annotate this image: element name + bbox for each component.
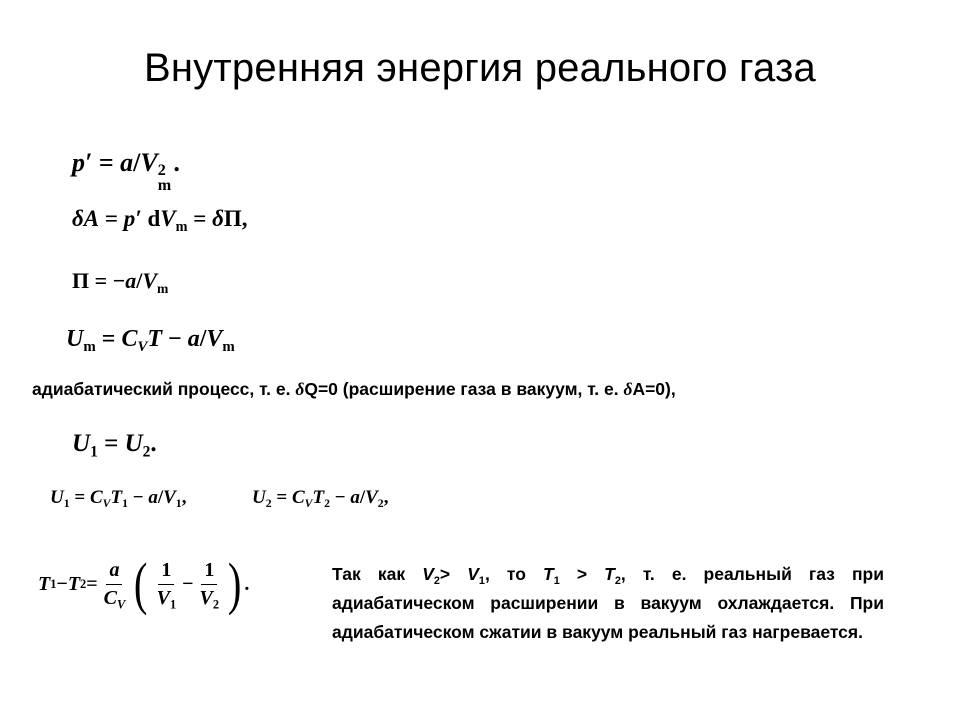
eq4-v: V [206, 326, 223, 352]
para-t1: T [543, 564, 554, 584]
eq2-equals-2: = [187, 206, 213, 231]
eq6-c: C [89, 487, 103, 508]
sentence-part-3: A=0), [632, 379, 676, 399]
equation-potential [72, 268, 168, 294]
eq2-delta: δ [72, 206, 84, 231]
eq8-v1-sub: 1 [169, 596, 177, 611]
eq7-minus: − [330, 487, 351, 508]
eq3-pi: Π [72, 268, 90, 293]
eq3-equals: = [89, 268, 113, 293]
para-text-2: > [439, 564, 468, 584]
equation-work [72, 206, 248, 235]
eq6-t-sub: 1 [122, 497, 128, 511]
eq1-a: a [120, 148, 134, 177]
eq2-d: d [141, 206, 161, 231]
eq8-fraction-1-v2 [197, 559, 223, 610]
para-text-5: , т. е. реальный газ при адиабатическом расширении в вакуум охлаждается. При адиабатическом сжатии в вакуум реальный газ нагревается. [332, 564, 884, 642]
eq7-slash: / [359, 487, 366, 508]
eq6-u-sub: 1 [63, 497, 70, 511]
eq8-equals: = [86, 572, 98, 595]
para-text-1: Так как [332, 564, 423, 584]
para-v1: V [467, 564, 479, 584]
eq6-equals: = [69, 487, 90, 508]
para-text-4: > [559, 564, 605, 584]
eq8-v1: V [156, 586, 170, 609]
sentence-part-1: адиабатический процесс, т. е. [32, 379, 296, 399]
eq7-c: C [291, 487, 305, 508]
eq8-v2: V [199, 586, 213, 609]
eq2-delta-2: δ [212, 206, 224, 231]
eq8-fraction-a-cv [101, 559, 129, 610]
eq1-slash: / [133, 148, 141, 177]
para-t2-sub: 2 [614, 574, 621, 587]
eq1-sub: m [157, 176, 172, 194]
eq5-u1-sub: 1 [90, 443, 98, 461]
eq8-denominator-v2 [197, 585, 223, 610]
eq7-equals: = [271, 487, 292, 508]
eq1-sup: 2 [157, 162, 166, 180]
eq2-p: p′ [123, 206, 142, 231]
eq8-denominator-cv [101, 585, 129, 610]
eq2-pi: Π [223, 206, 242, 231]
eq6-v: V [163, 487, 176, 508]
eq2-a: A [83, 206, 100, 231]
eq1-p: p′ [72, 148, 93, 177]
eq7-comma: , [383, 487, 389, 508]
eq8-left-paren: ( [134, 551, 148, 616]
eq3-sub: m [157, 280, 169, 296]
sentence-part-2: Q=0 (расширение газа в вакуум, т. е. [304, 379, 624, 399]
eq8-one-2: 1 [201, 559, 217, 585]
eq2-sub: m [175, 218, 188, 235]
eq8-minus-2: − [182, 572, 194, 595]
eq7-u: U [252, 487, 266, 508]
eq7-v: V [365, 487, 378, 508]
eq5-equals: = [97, 430, 125, 457]
eq6-comma: , [181, 487, 187, 508]
eq6-slash: / [157, 487, 164, 508]
eq4-slash: / [199, 326, 207, 352]
eq5-period: . [150, 430, 157, 457]
eq8-period: . [244, 572, 250, 595]
para-v1-sub: 1 [478, 574, 485, 587]
eq4-c: C [121, 326, 138, 352]
para-t1-sub: 1 [553, 574, 560, 587]
eq3-v: V [142, 268, 158, 293]
slide-title: Внутренняя энергия реального газа [144, 46, 816, 90]
eq8-c-sub: V [117, 596, 126, 611]
equation-u2 [252, 487, 388, 509]
eq7-v-sub: 2 [377, 497, 384, 511]
equation-u1 [50, 487, 186, 509]
adiabatic-sentence [32, 379, 932, 400]
eq6-c-sub: V [102, 497, 111, 511]
eq6-u: U [50, 487, 64, 508]
equation-energy-equality [72, 430, 157, 461]
eq4-equals: = [95, 326, 122, 352]
eq4-c-sub: V [137, 339, 148, 356]
eq8-minus: − [56, 572, 68, 595]
eq6-a: a [148, 487, 158, 508]
eq4-v-sub: m [222, 339, 235, 356]
eq7-u-sub: 2 [265, 497, 272, 511]
eq5-u1: U [72, 430, 91, 457]
eq2-equals: = [99, 206, 124, 231]
eq1-equals: = [92, 148, 121, 177]
eq6-minus: − [128, 487, 149, 508]
eq7-t: T [312, 487, 325, 508]
eq7-t-sub: 2 [324, 497, 330, 511]
eq7-c-sub: V [304, 497, 313, 511]
para-text-3: , то [484, 564, 544, 584]
eq3-minus: − [112, 268, 126, 293]
eq3-a: a [125, 268, 137, 293]
eq5-u2: U [124, 430, 143, 457]
sentence-delta-a: δ [623, 379, 633, 399]
eq3-slash: / [136, 268, 143, 293]
equation-pressure-correction [72, 148, 180, 194]
eq8-c: C [103, 586, 117, 609]
eq2-v: V [160, 206, 176, 231]
eq8-fraction-1-v1 [154, 559, 180, 610]
para-t2: T [604, 564, 615, 584]
eq6-t: T [110, 487, 123, 508]
equation-internal-energy [66, 326, 235, 356]
eq4-u-sub: m [83, 339, 96, 356]
eq4-minus: − [162, 326, 188, 352]
eq8-t1: T [38, 572, 51, 595]
eq8-one-1: 1 [158, 559, 174, 585]
para-v2: V [422, 564, 434, 584]
eq4-t: T [147, 326, 163, 352]
eq1-v: V [140, 148, 158, 177]
eq4-u: U [66, 326, 84, 352]
eq8-t2: T [67, 572, 81, 595]
eq4-a: a [187, 326, 200, 352]
eq5-u2-sub: 2 [142, 443, 151, 461]
eq1-period: . [173, 148, 180, 177]
eq8-v2-sub: 2 [212, 596, 220, 611]
eq6-v-sub: 1 [175, 497, 182, 511]
eq2-comma: , [241, 206, 248, 231]
para-v2-sub: 2 [433, 574, 440, 587]
eq8-right-paren: ) [227, 551, 242, 616]
eq8-numerator-a: a [106, 559, 122, 585]
eq7-a: a [350, 487, 360, 508]
equation-temperature-difference: T 1 − T 2 = $\frac{a}{C_V}$ ( $\frac{1}{V_1}$ − $\frac{1}{V_2}$ ) . [38, 551, 250, 616]
sentence-delta-q: δ [295, 379, 305, 399]
eq8-denominator-v1 [154, 585, 180, 610]
conclusion-paragraph [332, 560, 884, 647]
